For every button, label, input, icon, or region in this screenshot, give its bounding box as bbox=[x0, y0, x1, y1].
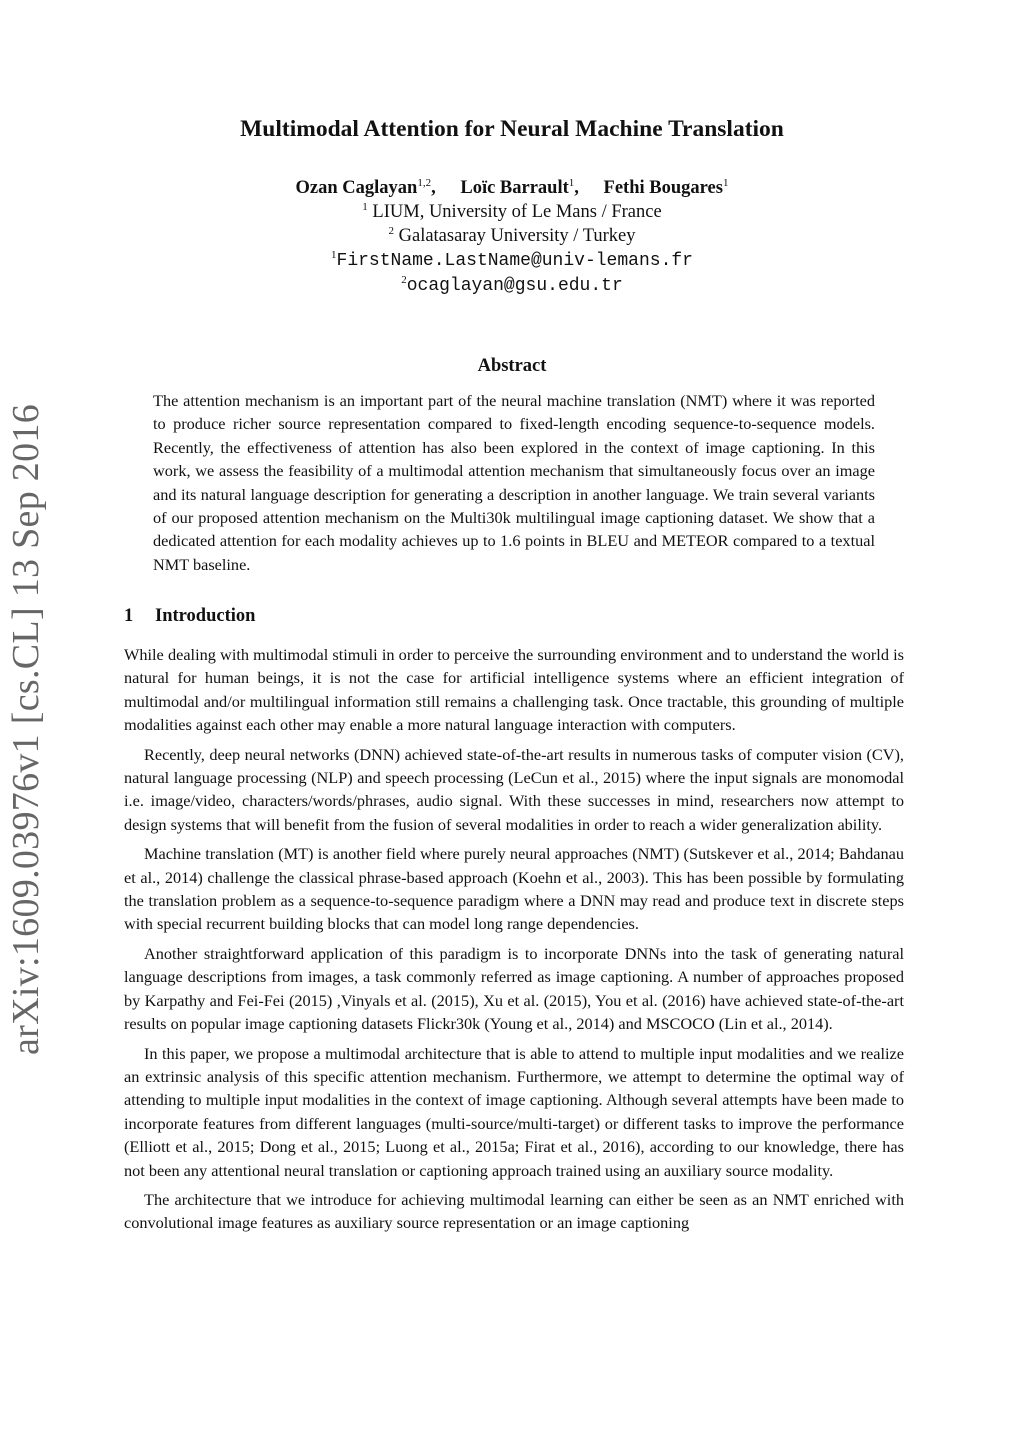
email-2: $^2$ocaglayan@gsu.edu.tr bbox=[401, 274, 623, 296]
paper-title: Multimodal Attention for Neural Machine Translation bbox=[240, 116, 784, 142]
author-affil-sup: 1,2 bbox=[417, 177, 432, 189]
body-text bbox=[124, 643, 904, 1241]
author-name: Ozan Caglayan bbox=[295, 178, 418, 198]
affiliation-2: $^2$ Galatasaray University / Turkey bbox=[388, 225, 636, 246]
abstract-heading: Abstract bbox=[477, 356, 547, 376]
paragraph: While dealing with multimodal stimuli in order to perceive the surrounding environment and to understand the world is natural for human beings, it is not the case for artificial intelligence systems where an efficient integration of multimodal and/or multilingual information still remains a challenging task. Once tractable, this grounding of multiple modalities against each other may enable a more natural language interaction with computers. bbox=[124, 645, 904, 735]
section-heading bbox=[124, 606, 255, 627]
paragraph: In this paper, we propose a multimodal architecture that is able to attend to multiple input modalities and we realize an extrinsic analysis of this specific attention mechanism. Furthermore, we attempt to determine the optimal way of attending to multiple input modalities in the context of image captioning. Although several attempts have been made to incorporate features from different languages (multi-source/multi-target) or different tasks to improve the performance (Elliott et al., 2015; Dong et al., 2015; Luong et al., 2015a; Firat et al., 2016), according to our knowledge, there has not been any attentional neural translation or captioning approach trained using an auxiliary source modality. bbox=[124, 1043, 904, 1180]
arxiv-stamp: arXiv:1609.03976v1 [cs.CL] 13 Sep 2016 bbox=[5, 404, 47, 1055]
author-names: Ozan Caglayan$^{1,2}$, Loïc Barrault$^1$, Fethi Bougares$^1$ bbox=[295, 177, 729, 198]
affiliation-1: $^1$ LIUM, University of Le Mans / France bbox=[362, 201, 662, 222]
abstract-text: The attention mechanism is an important part of the neural machine translation (NMT) where it was reported to produce richer source representation compared to fixed-length encoding sequence-to-sequence models. Recently, the effectiveness of attention has also been explored in the context of image captioning. In this work, we assess the feasibility of a multimodal attention mechanism that simultaneously focus over an image and its natural language description for generating a description in another language. We train several variants of our proposed attention mechanism on the Multi30k multilingual image captioning dataset. We show that a dedicated attention for each modality achieves up to 1.6 points in BLEU and METEOR compared to a textual NMT baseline. bbox=[153, 391, 875, 574]
author-name: Loïc Barrault bbox=[460, 178, 569, 198]
section-title: Introduction bbox=[155, 606, 256, 626]
email-1: $^1$FirstName.LastName@univ-lemans.fr bbox=[331, 249, 693, 271]
author-name: Fethi Bougares bbox=[603, 178, 723, 198]
section-number: 1 bbox=[124, 606, 134, 626]
paragraph: Machine translation (MT) is another field where purely neural approaches (NMT) (Sutskever et al., 2014; Bahdanau et al., 2014) challenge the classical phrase-based approach (Koehn et al., 2003). This has been possible by formulating the translation problem as a sequence-to-sequence paradigm where a DNN may read and produce text in discrete steps with special recurrent building blocks that can model long range dependencies. bbox=[124, 844, 904, 934]
paragraph: The architecture that we introduce for achieving multimodal learning can either be seen as an NMT enriched with convolutional image features as auxiliary source representation or an image captioning bbox=[124, 1189, 904, 1233]
paragraph: Another straightforward application of this paradigm is to incorporate DNNs into the task of generating natural language descriptions from images, a task commonly referred as image captioning. A number of approaches proposed by Karpathy and Fei-Fei (2015) ,Vinyals et al. (2015), Xu et al. (2015), You et al. (2016) have achieved state-of-the-art results on popular image captioning datasets Flickr30k (Young et al., 2014) and MSCOCO (Lin et al., 2014). bbox=[124, 943, 904, 1034]
author-affil-sup: 1 bbox=[722, 177, 729, 189]
paragraph: Recently, deep neural networks (DNN) achieved state-of-the-art results in numerous tasks of computer vision (CV), natural language processing (NLP) and speech processing (LeCun et al., 2015) where the input signals are monomodal i.e. image/video, characters/words/phrases, audio signal. With these successes in mind, researchers now attempt to design systems that will benefit from the fusion of several modalities in order to reach a wider generalization ability. bbox=[124, 744, 904, 834]
author-block bbox=[0, 176, 1024, 298]
author-affil-sup: 1 bbox=[568, 177, 575, 189]
